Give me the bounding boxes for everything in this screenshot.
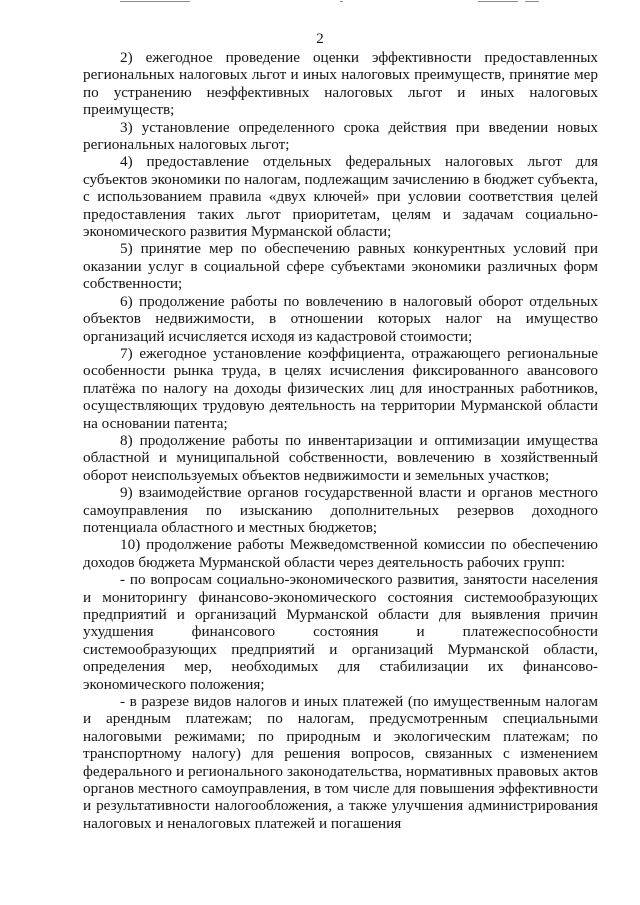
paragraph-item-8: 8) продолжение работы по инвентаризации и оптимизации имущества областной и муниципальной собственности, вовлечению в хозяйственный оборот неиспользуемых объектов недвижимости и земельных участков;	[83, 431, 598, 484]
scan-mark	[525, 1, 539, 2]
scan-top-edge-marks	[0, 0, 640, 6]
scan-mark	[478, 1, 518, 2]
paragraph-item-4: 4) предоставление отдельных федеральных налоговых льгот для субъектов экономики по налогам, подлежащим зачислению в бюджет субъекта, с использованием правила «двух ключей» при условии соответствия целей предоставления таких льгот приоритетам, целям и задачам социально-экономического развития Мурманской области;	[83, 153, 598, 241]
paragraph-subitem-working-group-1: - по вопросам социально-экономического развития, занятости населения и мониторингу финансово-экономического состояния системообразующих предприятий и организаций Мурманской области для выявления причин ухудшения финансового состояния и платежеспособности системообразующих предприятий и организаций Мурманской области, определения мер, необходимых для стабилизации их финансово-экономического положения;	[83, 571, 598, 693]
scan-mark	[120, 1, 190, 2]
paragraph-item-10: 10) продолжение работы Межведомственной комиссии по обеспечению доходов бюджета Мурманской области через деятельность рабочих групп:	[83, 536, 598, 571]
paragraph-item-5: 5) принятие мер по обеспечению равных конкурентных условий при оказании услуг в социальной сфере субъектами экономики различных форм собственности;	[83, 240, 598, 293]
paragraph-item-6: 6) продолжение работы по вовлечению в налоговый оборот отдельных объектов недвижимости, в отношении которых налог на имущество организаций исчисляется исходя из кадастровой стоимости;	[83, 292, 598, 345]
paragraph-item-2: 2) ежегодное проведение оценки эффективности предоставленных региональных налоговых льгот и иных налоговых преимуществ, принятие мер по устранению неэффективных налоговых льгот и иных налоговых преимуществ;	[83, 49, 598, 119]
scan-mark	[340, 1, 343, 2]
paragraph-item-3: 3) установление определенного срока действия при введении новых региональных налоговых льгот;	[83, 118, 598, 154]
document-body	[83, 49, 598, 832]
page-number: 2	[316, 31, 324, 47]
paragraph-item-7: 7) ежегодное установление коэффициента, отражающего региональные особенности рынка труда, в целях исчисления фиксированного авансового платёжа по налогу на доходы физических лиц для иностранных работников, осуществляющих трудовую деятельность на территории Мурманской области на основании патента;	[83, 344, 598, 432]
paragraph-item-9: 9) взаимодействие органов государственной власти и органов местного самоуправления по изысканию дополнительных резервов доходного потенциала областного и местных бюджетов;	[83, 484, 598, 536]
paragraph-subitem-working-group-2: - в разрезе видов налогов и иных платежей (по имущественным налогам и арендным платежам; по налогам, предусмотренным специальными налоговыми режимами; по природным и экологическим платежам; по транспортному налогу) для решения вопросов, связанных с изменением федерального и регионального законодательства, нормативных правовых актов органов местного самоуправления, в том числе для повышения эффективности и результативности налогообложения, а также улучшения администрирования налоговых и неналоговых платежей и погашения	[83, 693, 598, 832]
